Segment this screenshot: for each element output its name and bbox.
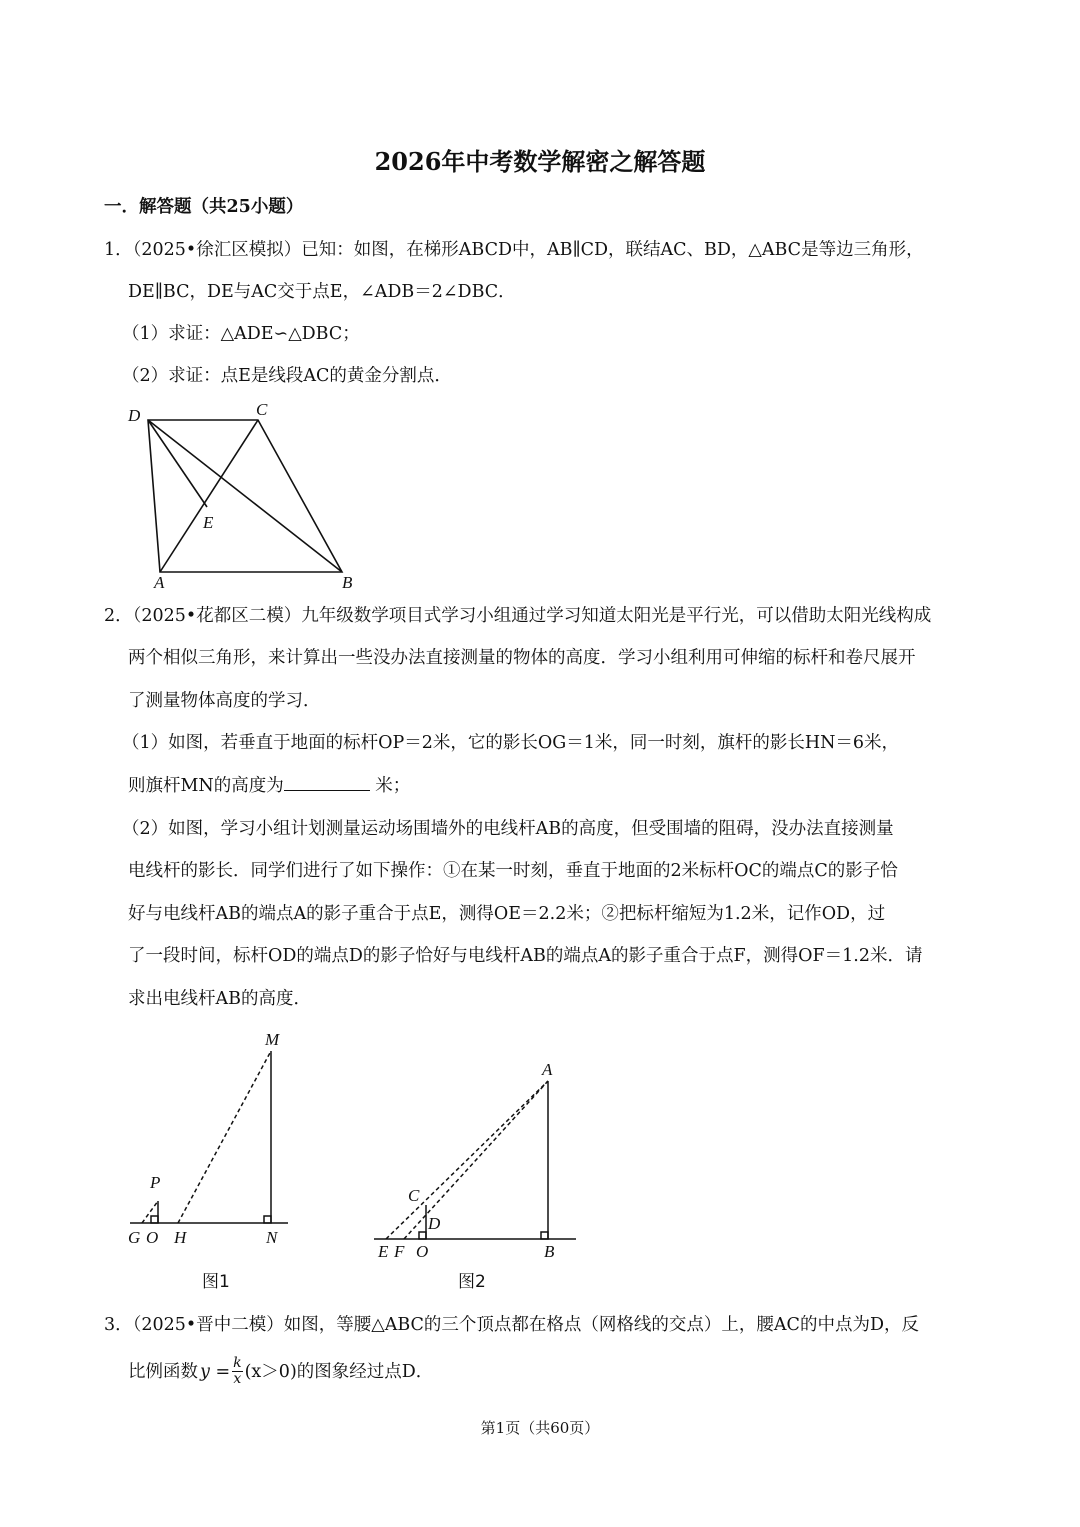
page-title: 2026年中考数学解密之解答题 [374,147,706,176]
label-E: E [203,513,214,532]
q2-line: 电线杆的影长．同学们进行了如下操作：①在某一时刻，垂直于地面的2米标杆OC的端点C的影子恰 [128,861,898,881]
q1-line: 1．（2025•徐汇区模拟）已知：如图，在梯形ABCD中，AB∥CD，联结AC、BD，△ABC是等边三角形， [104,240,924,260]
q2-line: 两个相似三角形，来计算出一些没办法直接测量的物体的高度．学习小组利用可伸缩的标杆和卷尺展开 [128,648,916,668]
label-C: C [408,1186,420,1205]
q2-line: 求出电线杆AB的高度． [128,989,311,1009]
label-B: B [544,1242,555,1261]
label-A: A [154,573,165,592]
q2-figure-1 [120,1025,300,1295]
q1-trapezoid-figure [120,395,370,595]
formula-fraction [232,1356,242,1387]
section-heading: 一．解答题（共25小题） [104,197,304,217]
q3-line: 3．（2025•晋中二模）如图，等腰△ABC的三个顶点都在格点（网格线的交点）上，腰AC的中点为D，反 [104,1315,919,1335]
label-M: M [265,1030,280,1049]
q2-part1: （1）如图，若垂直于地面的标杆OP＝2米，它的影长OG＝1米，同一时刻，旗杆的影长HN＝6米， [122,733,900,753]
label-F: F [394,1242,405,1261]
q2-text: 米； [369,776,411,796]
label-D: D [428,1214,441,1233]
figure-2-caption: 图2 [458,1272,486,1292]
label-G: G [128,1228,141,1247]
q2-line: 了测量物体高度的学习． [128,691,321,711]
answer-blank[interactable] [284,774,370,791]
q2-part2: （2）如图，学习小组计划测量运动场围墙外的电线杆AB的高度，但受围墙的阻碍，没办法直接测量 [122,819,894,839]
q2-part1-cont [128,774,410,798]
q1-part1: （1）求证：△ADE∽△DBC； [122,324,360,344]
label-O: O [416,1242,429,1261]
fraction-denominator: x [233,1371,242,1387]
q2-figure-2 [370,1055,590,1295]
q1-line: DE∥BC，DE与AC交于点E，∠ADB＝2∠DBC． [128,282,516,302]
label-N: N [266,1228,278,1247]
label-E: E [378,1242,389,1261]
q3-text: 比例函数 [128,1361,198,1382]
label-A: A [542,1060,553,1079]
q3-text: 的图象经过点D． [296,1361,434,1382]
label-P: P [150,1173,161,1192]
fraction-numerator: k [233,1355,242,1371]
q2-line: 了一段时间，标杆OD的端点D的影子恰好与电线杆AB的端点A的影子重合于点F，测得OF＝1.2米．请 [128,946,923,966]
q3-line2 [128,1356,433,1387]
formula-condition: (x＞0) [244,1361,297,1382]
label-D: D [128,406,141,425]
label-B: B [342,573,353,592]
q2-line: 2．（2025•花都区二模）九年级数学项目式学习小组通过学习知道太阳光是平行光，可以借助太阳光线构成 [104,606,932,626]
q1-part2: （2）求证：点E是线段AC的黄金分割点． [122,366,452,386]
q2-line: 好与电线杆AB的端点A的影子重合于点E，测得OE＝2.2米；②把标杆缩短为1.2米，记作OD，过 [128,904,886,924]
label-O: O [146,1228,159,1247]
q2-text: 则旗杆MN的高度为 [128,776,284,796]
page-footer: 第1页（共60页） [480,1419,600,1437]
label-H: H [174,1228,187,1247]
label-C: C [256,400,268,419]
figure-1-caption: 图1 [202,1272,230,1292]
formula-y: y = [200,1361,231,1382]
